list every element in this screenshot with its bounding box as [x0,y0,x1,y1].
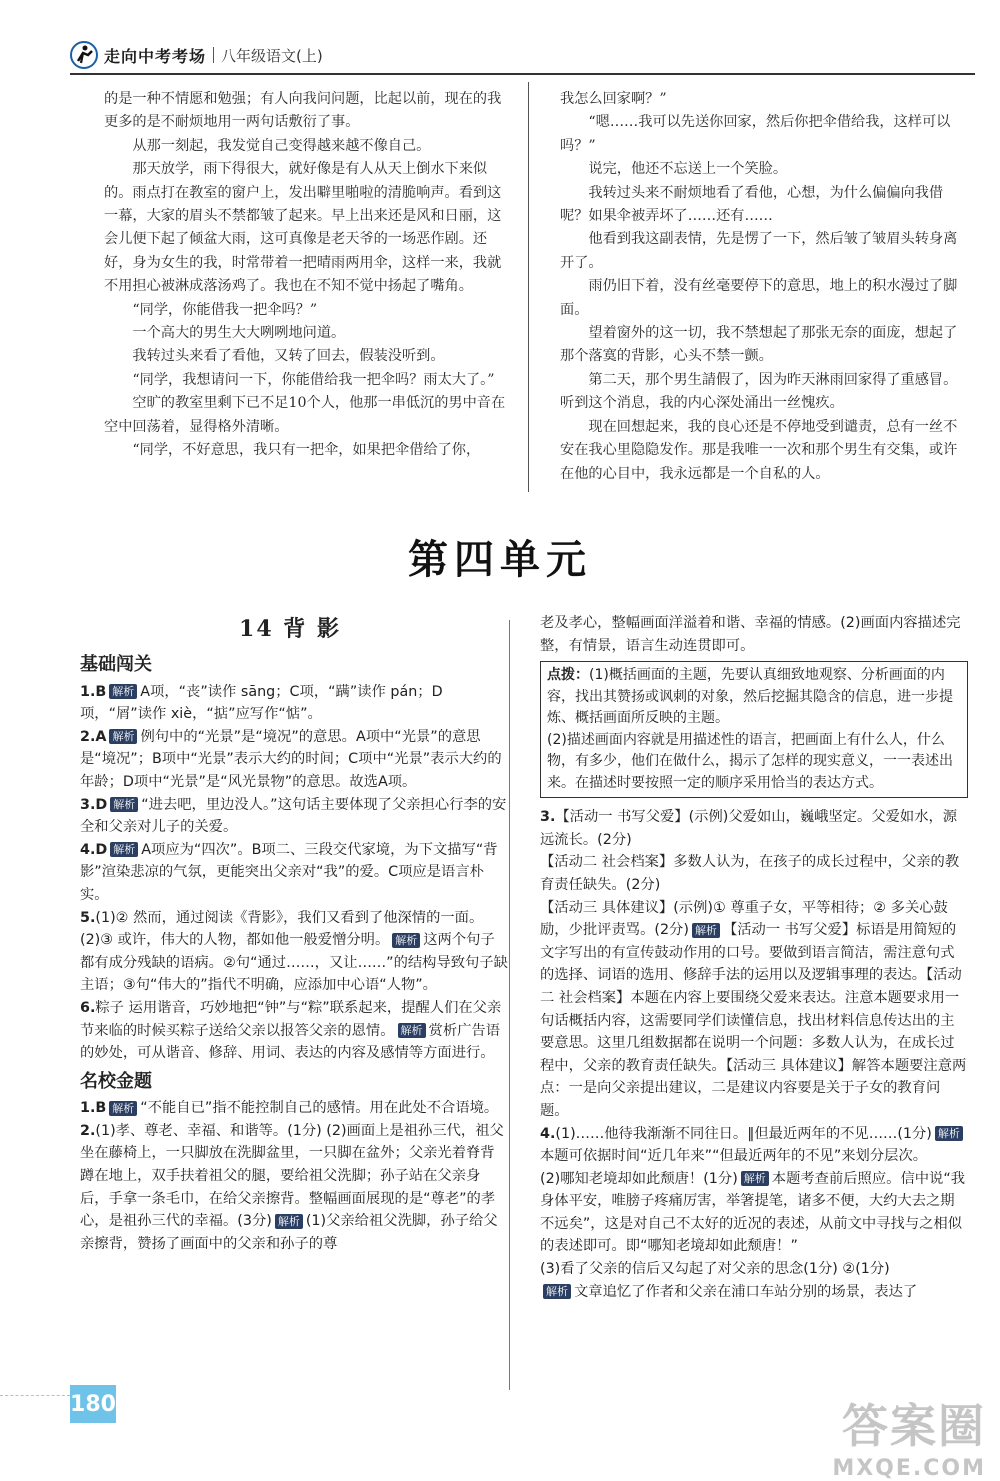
analysis-tag: 解析 [109,684,137,699]
q4-part-2-analysis: 本题考查前后照应。信中说“我身体平安，唯膀子疼痛厉害，举箸提笔，诸多不便，大约大去之期不远矣”，这是对自己不太好的近况的表述，从前文中寻找与之相似的表述即可。即“哪知老境却如此颓唐！” [540,1170,966,1255]
analysis-tag: 解析 [109,729,137,744]
story-paragraph: “同学，不好意思，我只有一把伞，如果把伞借给了你， [132,442,481,459]
footer-dotted-line [0,1395,70,1396]
q3-activity-1: 【活动一 书写父爱】(示例)父爱如山，巍峨坚定。父爱如水，源远流长。(2分) [540,809,958,848]
answer-item [80,726,508,794]
answer-analysis: 例句中的“光景”是“境况”的意思。A项中“光景”的意思是“境况”；B项中“光景”表示大约的时间；C项中“光景”表示大约的年龄；D项中“光景”是“风光景物”的意思。故选A项。 [80,728,502,790]
continued-text: 老及孝心，整幅画面洋溢着和谐、幸福的情感。(2)画面内容描述完整，有情景，语言生动连贯即可。 [540,615,961,654]
basic-answer-list [80,681,508,1065]
unit-title: 第四单元 [408,537,592,583]
brand-title: 走向中考考场 [104,46,207,66]
subject-title: 八年级语文(上) [221,46,323,65]
analysis-tag: 解析 [935,1126,963,1141]
answer-item [80,1120,508,1256]
story-paragraph: 现在回想起来，我的良心还是不停地受到谴责，总有一丝不安在我心里隐隐发作。那是我唯一一次和那个男生有交集，或许在他的心目中，我永远都是一个自私的人。 [560,418,958,482]
story-column-right [560,88,968,486]
answer-analysis: “不能自已”指不能控制自己的感情。用在此处不合语境。 [140,1100,499,1117]
answer-analysis: 赏析广告语的妙处，可从谐音、修辞、用词、表达的内容及感情等方面进行。 [80,1022,501,1062]
answer-analysis: A项应为“四次”。B项二、三段交代家境，为下文描写“背影”渲染悲凉的气氛，更能突出父亲对“我”的爱。C项应是语言朴实。 [80,841,498,903]
tip-text-1: (1)概括画面的主题，先要认真细致地观察、分析画面的内容，找出其赞扬或讽刺的对象，然后挖掘其隐含的信息，进一步提炼、概括画面所反映的主题。 [547,667,953,727]
story-paragraph: “同学，我想请问一下，你能借给我一把伞吗？雨太大了。” [132,371,495,388]
story-paragraph: 一个高大的男生大大咧咧地问道。 [132,325,346,342]
page-number: 180 [70,1385,116,1423]
header-rule [70,73,975,75]
answer-number: 5. [80,909,96,926]
analysis-tag: 解析 [543,1284,571,1299]
answer-number: 2.A [80,728,107,745]
answer-column-divider [509,620,510,1390]
q4-part-1-analysis: 本题可依据时间“近几年来”“但最近两年的不见”来划分层次。 [540,1148,928,1165]
answer-number: 3.D [80,796,108,813]
story-paragraph: 第二天，那个男生請假了，因为昨天淋雨回家得了重感冒。听到这个消息，我的内心深处涌出一丝愧疚。 [560,371,958,412]
answer-item [80,907,508,997]
answers-right [540,612,968,1303]
q3-analysis: 【活动一 书写父爱】标语是用简短的文字写出的有宣传鼓动作用的口号。要做到语言简洁，需注意句式的选择、词语的选用、修辞手法的运用以及逻辑事理的表达。【活动二 社会档案】本题在内容上要围绕父爱来表达。注意本题要求用一句话概括内容，这需要同学们读懂信息，找出材料信息传达出的主要意思。这里几组数据都在说明一个问题：多数人认为，在成长过程中，父亲的教育责任缺失。【活动三 具体建议】解答本题要注意两点：一是向父亲提出建议，二是建议内容要是关于子女的教育问题。 [540,922,967,1119]
answer-number: 1.B [80,683,107,700]
story-column-left [104,88,508,463]
analysis-tag: 解析 [692,923,720,938]
lesson-title: 14 背 影 [239,616,341,642]
answer-analysis: A项，“丧”读作 sāng；C项，“蹒”读作 pán；D项，“屑”读作 xiè，“掂”应写作“惦”。 [80,683,443,723]
story-paragraph: 他看到我这副表情，先是愣了一下，然后皱了皱眉头转身离开了。 [560,231,958,271]
answer-analysis: 这两个句子都有成分残缺的语病。②句“通过……，又让……”的结构导致句子缺主语；③句“伟大的”指代不明确，应添加中心语“人物”。 [80,932,508,994]
q4-part-1: (1)……他待我渐渐不同往日。‖但最近两年的不见……(1分) [555,1125,932,1142]
answer-item [80,1097,508,1120]
watermark-logo-text: 答案圈 [842,1399,986,1453]
answer-text: (1)孝、尊老、幸福、和谐等。(1分) (2)画面上是祖孙三代，祖父坐在藤椅上，一只脚放在洗脚盆里，一只脚在盆外；父亲光着脊背蹲在地上，双手扶着祖父的腿，要给祖父洗脚；孙子站在父亲身后，手拿一条毛巾，在给父亲擦背。整幅画面展现的是“尊老”的孝心，是祖孙三代的幸福。(3分) [80,1122,504,1230]
answers-left [80,652,508,1255]
story-paragraph: 从那一刻起，我发觉自己变得越来越不像自己。 [132,137,431,154]
famous-answer-list [80,1097,508,1255]
tip-text-2: (2)描述画面内容就是用描述性的语言，把画面上有什么人，什么物，有多少，他们在做什么，揭示了怎样的现实意义，一一表述出来。在描述时要按照一定的顺序采用恰当的表达方式。 [547,731,953,791]
story-paragraph: 雨仍旧下着，没有丝毫要停下的意思，地上的积水漫过了脚面。 [560,278,958,318]
analysis-tag: 解析 [110,797,138,812]
watermark-url: MXQE.COM [832,1456,986,1481]
page-header [70,38,323,72]
story-paragraph: “嗯……我可以先送你回家，然后你把伞借给我，这样可以吗？” [560,114,951,154]
answer-item [80,997,508,1065]
section-basic-title: 基础闯关 [80,654,152,675]
answer-item [80,794,508,839]
story-paragraph: 那天放学，雨下得很大，就好像是有人从天上倒水下来似的。雨点打在教室的窗户上，发出噼里啪啦的清脆响声。看到这一幕，大家的眉头不禁都皱了起来。早上出来还是风和日丽，这会儿便下起了倾盆大雨，这可真像是老天爷的一场恶作剧。还好，身为女生的我，时常带着一把晴雨两用伞，这样一来，我就不用担心被淋成落汤鸡了。我也在不知不觉中扬起了嘴角。 [104,161,502,295]
q4-part-2: (2)哪知老境却如此颓唐！(1分) [540,1170,738,1187]
story-paragraph: 的是一种不情愿和勉强；有人向我问问题，比起以前，现在的我更多的是不耐烦地用一两句话敷衍了事。 [104,91,502,131]
tip-label: 点拨： [547,667,589,684]
analysis-tag: 解析 [275,1214,303,1229]
story-paragraph: 我转过头来看了看他，又转了回去，假装没听到。 [132,348,445,365]
answer-number: 2. [80,1122,96,1139]
story-paragraph: 说完，他还不忘送上一个笑脸。 [588,161,788,178]
watermark [832,1390,986,1481]
column-divider [528,82,529,492]
answer-number: 6. [80,999,96,1016]
analysis-tag: 解析 [109,1101,137,1116]
q3-activity-2: 【活动二 社会档案】多数人认为，在孩子的成长过程中，父亲的教育责任缺失。(2分) [540,854,960,893]
answer-number: 1.B [80,1100,107,1117]
answer-item [80,839,508,907]
q4-part-3: (3)看了父亲的信后又勾起了对父亲的思念(1分) ②(1分) [540,1261,890,1278]
story-paragraph: 我转过头来不耐烦地看了看他，心想，为什么偏偏向我借呢？如果伞被弄坏了……还有…… [560,184,944,225]
q3-number: 3. [540,809,556,826]
q4-number: 4. [540,1125,556,1142]
answer-analysis: (1)父亲给祖父洗脚，孙子给父亲擦背，赞扬了画面中的父亲和孙子的尊 [80,1213,498,1252]
story-paragraph: 空旷的教室里剩下已不足10个人，他那一串低沉的男中音在空中回荡着，显得格外清晰。 [104,395,506,435]
running-figure-logo-icon [70,41,98,69]
analysis-tag: 解析 [398,1023,426,1038]
answer-text: 粽子 运用谐音，巧妙地把“钟”与“粽”联系起来，提醒人们在父亲节来临的时候买粽子送给父亲以报答父亲的恩情。 [80,999,502,1039]
answer-number: 4.D [80,841,108,858]
story-paragraph: 我怎么回家啊？” [560,91,667,107]
story-paragraph: “同学，你能借我一把伞吗？” [132,301,318,318]
answer-item [80,681,508,726]
answer-analysis: “进去吧，里边没人。”这句话主要体现了父亲担心行李的安全和父亲对儿子的关爱。 [80,796,507,836]
answer-text: (1)② 然而，通过阅读《背影》，我们又看到了他深情的一面。(2)③ 或许，伟大的人物，都如他一般爱憎分明。 [80,909,484,949]
section-famous-title: 名校金题 [80,1070,152,1092]
analysis-tag: 解析 [392,933,420,948]
header-divider [213,47,214,63]
tip-box [540,661,968,798]
q4-part-3-analysis: 文章追忆了作者和父亲在浦口车站分别的场景，表达了 [574,1283,918,1300]
analysis-tag: 解析 [741,1171,769,1186]
q3-activity-3: 【活动三 具体建议】(示例)① 尊重子女，平等相待；② 多关心鼓励，少批评责骂。(2分) [540,899,948,939]
story-paragraph: 望着窗外的这一切，我不禁想起了那张无奈的面庞，想起了那个落寞的背影，心头不禁一颤。 [560,325,958,365]
analysis-tag: 解析 [110,842,138,857]
